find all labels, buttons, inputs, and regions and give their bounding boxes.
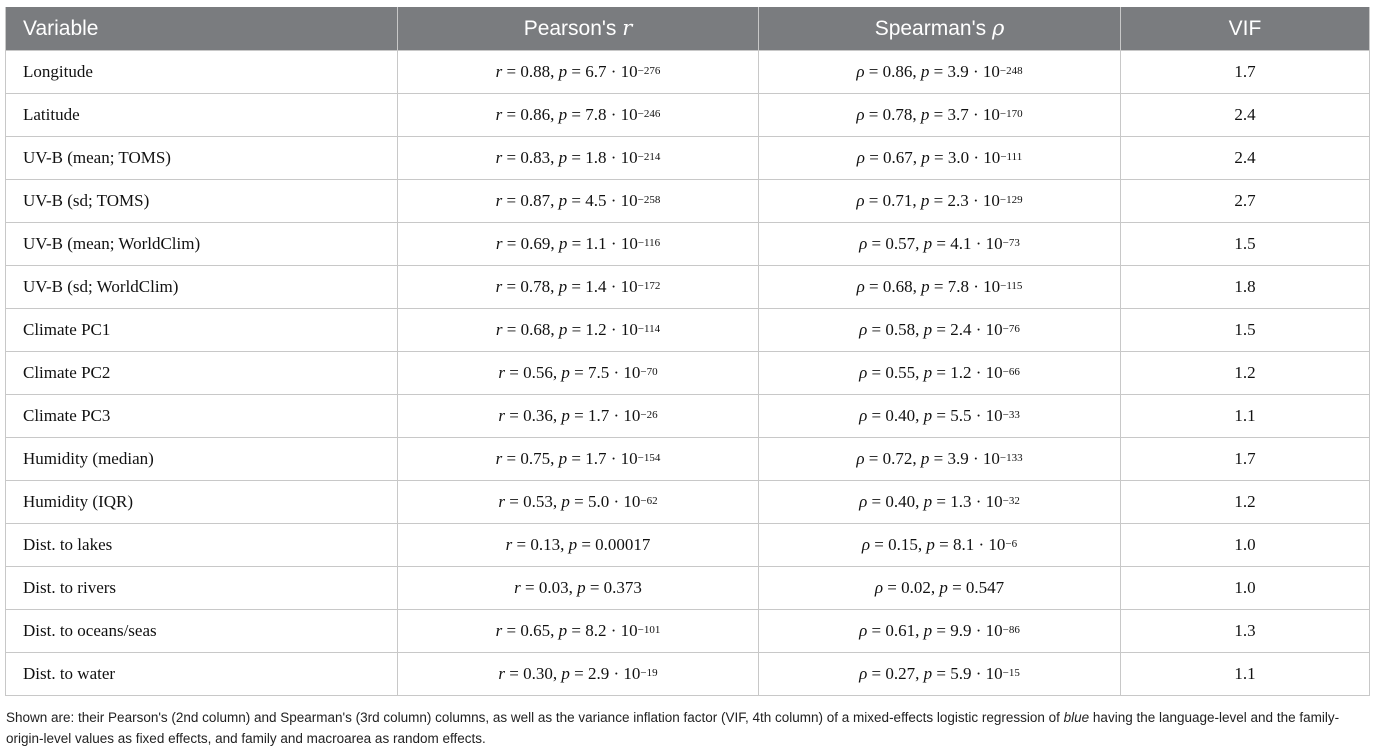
spearman-symbol: ρ bbox=[859, 492, 868, 511]
spearman-p-value: 2.4 bbox=[950, 320, 972, 339]
pearson-symbol: r bbox=[495, 62, 503, 81]
variable-cell: Climate PC3 bbox=[6, 395, 398, 438]
spearman-cell: ρ = 0.02, p = 0.547 bbox=[759, 567, 1121, 610]
spearman-cell: ρ = 0.58, $p = 2.4 \cdot 10^{-76}$ bbox=[759, 309, 1121, 352]
table-row bbox=[6, 481, 1370, 524]
table-row bbox=[6, 653, 1370, 696]
pearson-p-exponent: −172 bbox=[637, 280, 661, 292]
pearson-cell: r = 0.69, $p = 1.1 \cdot 10^{-116}$ bbox=[398, 223, 759, 266]
vif-cell: 1.1 bbox=[1121, 395, 1370, 438]
p-symbol: p bbox=[561, 406, 570, 425]
variable-cell: Climate PC1 bbox=[6, 309, 398, 352]
pearson-p-value: 4.5 bbox=[585, 191, 607, 210]
p-symbol: p bbox=[923, 621, 933, 640]
pearson-coef: 0.56 bbox=[523, 363, 553, 382]
pearson-coef: 0.75 bbox=[520, 449, 551, 468]
pearson-symbol: r bbox=[495, 105, 503, 124]
pearson-coef: 0.86 bbox=[520, 105, 551, 124]
pearson-p-exponent: −19 bbox=[640, 667, 658, 679]
table-row bbox=[6, 51, 1370, 94]
pearson-p-exponent: −214 bbox=[637, 151, 661, 163]
header-spearman-symbol: ρ bbox=[991, 16, 1005, 40]
variable-cell: UV-B (mean; TOMS) bbox=[6, 137, 398, 180]
spearman-coef: 0.68 bbox=[882, 277, 913, 296]
pearson-cell: r = 0.03, p = 0.373 bbox=[398, 567, 759, 610]
pearson-symbol: r bbox=[498, 363, 506, 382]
table-row bbox=[6, 180, 1370, 223]
spearman-symbol: ρ bbox=[856, 449, 865, 468]
pearson-symbol: r bbox=[498, 492, 506, 511]
table-row bbox=[6, 309, 1370, 352]
table-row bbox=[6, 137, 1370, 180]
spearman-p-exponent: −86 bbox=[1002, 624, 1020, 636]
variable-cell: Dist. to rivers bbox=[6, 567, 398, 610]
table-caption bbox=[6, 707, 1368, 749]
variable-cell: UV-B (sd; TOMS) bbox=[6, 180, 398, 223]
vif-cell: 1.0 bbox=[1121, 567, 1370, 610]
pearson-coef: 0.69 bbox=[520, 234, 551, 253]
spearman-p-value: 1.3 bbox=[950, 492, 972, 511]
pearson-coef: 0.13 bbox=[530, 535, 561, 554]
spearman-cell: ρ = 0.71, $p = 2.3 \cdot 10^{-129}$ bbox=[759, 180, 1121, 223]
spearman-p-value: 3.9 bbox=[947, 449, 969, 468]
spearman-p-value: 5.9 bbox=[950, 664, 972, 683]
pearson-p-value: 5.0 bbox=[587, 492, 610, 511]
pearson-cell: r = 0.30, $p = 2.9 \cdot 10^{-19}$ bbox=[398, 653, 759, 696]
pearson-symbol: r bbox=[514, 578, 521, 597]
p-symbol: p bbox=[558, 320, 568, 339]
spearman-coef: 0.61 bbox=[885, 621, 916, 640]
table-row bbox=[6, 567, 1370, 610]
spearman-coef: 0.02 bbox=[901, 578, 931, 597]
spearman-p-exponent: −115 bbox=[1000, 280, 1023, 292]
table-row bbox=[6, 352, 1370, 395]
pearson-cell: r = 0.87, $p = 4.5 \cdot 10^{-258}$ bbox=[398, 180, 759, 223]
spearman-p-exponent: −248 bbox=[999, 65, 1023, 77]
pearson-cell: r = 0.56, $p = 7.5 \cdot 10^{-70}$ bbox=[398, 352, 759, 395]
p-symbol: p bbox=[558, 449, 568, 468]
pearson-p-value: 1.8 bbox=[585, 148, 607, 167]
header-spearman-prefix: Spearman's bbox=[874, 17, 987, 40]
pearson-p-exponent: −114 bbox=[637, 323, 661, 335]
pearson-p-exponent: −62 bbox=[640, 495, 658, 507]
p-symbol: p bbox=[558, 148, 568, 167]
pearson-cell: r = 0.68, $p = 1.2 \cdot 10^{-114}$ bbox=[398, 309, 759, 352]
pearson-cell: r = 0.86, $p = 7.8 \cdot 10^{-246}$ bbox=[398, 94, 759, 137]
correlation-table-container bbox=[5, 7, 1369, 696]
pearson-p-exponent: −101 bbox=[637, 624, 661, 636]
caption-part1: Shown are: their Pearson's (2nd column) and Spearman's (3rd column) columns, as well as the variance inflation factor (VIF, 4th column) of a mixed-effects logistic regression of bbox=[6, 710, 1064, 725]
spearman-coef: 0.27 bbox=[885, 664, 916, 683]
spearman-p-value: 9.9 bbox=[950, 621, 972, 640]
table-row bbox=[6, 266, 1370, 309]
pearson-symbol: r bbox=[498, 406, 506, 425]
spearman-p-exponent: −133 bbox=[999, 452, 1023, 464]
p-symbol: p bbox=[920, 105, 930, 124]
spearman-p-value: 3.7 bbox=[947, 105, 969, 124]
pearson-coef: 0.03 bbox=[538, 578, 569, 597]
pearson-symbol: r bbox=[495, 148, 503, 167]
pearson-p-value: 0.373 bbox=[603, 578, 642, 597]
vif-cell: 1.1 bbox=[1121, 653, 1370, 696]
spearman-coef: 0.71 bbox=[882, 191, 913, 210]
spearman-p-exponent: −32 bbox=[1002, 495, 1020, 507]
variable-cell: Latitude bbox=[6, 94, 398, 137]
spearman-symbol: ρ bbox=[861, 535, 871, 554]
spearman-coef: 0.86 bbox=[882, 62, 913, 81]
pearson-cell: r = 0.88, $p = 6.7 \cdot 10^{-276}$ bbox=[398, 51, 759, 94]
spearman-cell: ρ = 0.61, $p = 9.9 \cdot 10^{-86}$ bbox=[759, 610, 1121, 653]
pearson-p-value: 7.5 bbox=[587, 363, 610, 382]
spearman-p-value: 5.5 bbox=[950, 406, 972, 425]
spearman-symbol: ρ bbox=[856, 191, 865, 210]
pearson-p-value: 7.8 bbox=[585, 105, 607, 124]
pearson-p-exponent: −154 bbox=[637, 452, 661, 464]
vif-cell: 1.3 bbox=[1121, 610, 1370, 653]
pearson-cell: r = 0.78, $p = 1.4 \cdot 10^{-172}$ bbox=[398, 266, 759, 309]
spearman-symbol: ρ bbox=[859, 363, 868, 382]
pearson-p-value: 1.7 bbox=[585, 449, 607, 468]
pearson-p-exponent: −116 bbox=[637, 237, 661, 249]
p-symbol: p bbox=[577, 578, 586, 597]
spearman-p-exponent: −170 bbox=[999, 108, 1023, 120]
table-header bbox=[6, 7, 1370, 51]
pearson-coef: 0.36 bbox=[523, 406, 553, 425]
variable-cell: Humidity (median) bbox=[6, 438, 398, 481]
p-symbol: p bbox=[939, 578, 948, 597]
pearson-cell: r = 0.75, $p = 1.7 \cdot 10^{-154}$ bbox=[398, 438, 759, 481]
pearson-symbol: r bbox=[495, 449, 503, 468]
spearman-symbol: ρ bbox=[856, 105, 865, 124]
pearson-symbol: r bbox=[498, 664, 506, 683]
p-symbol: p bbox=[923, 320, 933, 339]
caption-part2: having the language-level and the family-origin-level values as fixed effects, and family and macroarea as random effects. bbox=[6, 710, 1340, 746]
variable-cell: Dist. to oceans/seas bbox=[6, 610, 398, 653]
spearman-p-exponent: −15 bbox=[1002, 667, 1020, 679]
spearman-p-exponent: −129 bbox=[999, 194, 1023, 206]
p-symbol: p bbox=[568, 535, 578, 554]
spearman-symbol: ρ bbox=[859, 664, 868, 683]
spearman-cell: ρ = 0.68, $p = 7.8 \cdot 10^{-115}$ bbox=[759, 266, 1121, 309]
vif-cell: 2.4 bbox=[1121, 137, 1370, 180]
pearson-coef: 0.30 bbox=[523, 664, 553, 683]
p-symbol: p bbox=[923, 492, 933, 511]
p-symbol: p bbox=[920, 62, 930, 81]
spearman-p-value: 1.2 bbox=[950, 363, 972, 382]
pearson-p-value: 2.9 bbox=[587, 664, 610, 683]
spearman-p-value: 3.0 bbox=[947, 148, 970, 167]
p-symbol: p bbox=[921, 148, 930, 167]
pearson-p-value: 1.7 bbox=[587, 406, 610, 425]
spearman-p-exponent: −6 bbox=[1005, 538, 1018, 550]
p-symbol: p bbox=[561, 664, 570, 683]
spearman-symbol: ρ bbox=[856, 148, 865, 167]
header-pearson-prefix: Pearson's bbox=[523, 17, 617, 40]
p-symbol: p bbox=[558, 191, 568, 210]
p-symbol: p bbox=[920, 191, 930, 210]
p-symbol: p bbox=[920, 449, 930, 468]
spearman-coef: 0.55 bbox=[885, 363, 916, 382]
spearman-cell: ρ = 0.40, $p = 5.5 \cdot 10^{-33}$ bbox=[759, 395, 1121, 438]
pearson-cell: r = 0.36, $p = 1.7 \cdot 10^{-26}$ bbox=[398, 395, 759, 438]
p-symbol: p bbox=[923, 234, 933, 253]
pearson-cell: r = 0.83, $p = 1.8 \cdot 10^{-214}$ bbox=[398, 137, 759, 180]
p-symbol: p bbox=[923, 664, 933, 683]
p-symbol: p bbox=[558, 105, 568, 124]
caption-emphasis: blue bbox=[1063, 710, 1090, 725]
spearman-cell: ρ = 0.86, $p = 3.9 \cdot 10^{-248}$ bbox=[759, 51, 1121, 94]
table-row bbox=[6, 610, 1370, 653]
vif-cell: 1.5 bbox=[1121, 223, 1370, 266]
vif-cell: 1.2 bbox=[1121, 481, 1370, 524]
spearman-symbol: ρ bbox=[856, 277, 865, 296]
pearson-symbol: r bbox=[495, 234, 503, 253]
spearman-coef: 0.40 bbox=[885, 492, 916, 511]
spearman-cell: ρ = 0.78, $p = 3.7 \cdot 10^{-170}$ bbox=[759, 94, 1121, 137]
header-pearson bbox=[398, 7, 759, 51]
vif-cell: 1.0 bbox=[1121, 524, 1370, 567]
p-symbol: p bbox=[558, 277, 568, 296]
spearman-cell: ρ = 0.15, $p = 8.1 \cdot 10^{-6}$ bbox=[759, 524, 1121, 567]
spearman-cell: ρ = 0.40, $p = 1.3 \cdot 10^{-32}$ bbox=[759, 481, 1121, 524]
variable-cell: Longitude bbox=[6, 51, 398, 94]
spearman-symbol: ρ bbox=[856, 62, 865, 81]
vif-cell: 1.7 bbox=[1121, 51, 1370, 94]
pearson-cell: r = 0.53, $p = 5.0 \cdot 10^{-62}$ bbox=[398, 481, 759, 524]
spearman-cell: ρ = 0.57, $p = 4.1 \cdot 10^{-73}$ bbox=[759, 223, 1121, 266]
pearson-cell: r = 0.13, p = 0.00017 bbox=[398, 524, 759, 567]
correlation-table bbox=[5, 7, 1370, 696]
spearman-p-value: 7.8 bbox=[947, 277, 969, 296]
pearson-p-value: 1.4 bbox=[585, 277, 607, 296]
vif-cell: 1.2 bbox=[1121, 352, 1370, 395]
pearson-p-value: 0.00017 bbox=[595, 535, 651, 554]
variable-cell: UV-B (sd; WorldClim) bbox=[6, 266, 398, 309]
spearman-coef: 0.15 bbox=[888, 535, 918, 554]
pearson-p-exponent: −246 bbox=[637, 108, 661, 120]
pearson-coef: 0.83 bbox=[520, 148, 551, 167]
header-spearman bbox=[759, 7, 1121, 51]
vif-cell: 2.4 bbox=[1121, 94, 1370, 137]
spearman-symbol: ρ bbox=[859, 234, 868, 253]
pearson-symbol: r bbox=[495, 621, 503, 640]
pearson-p-value: 8.2 bbox=[585, 621, 607, 640]
variable-cell: Humidity (IQR) bbox=[6, 481, 398, 524]
pearson-coef: 0.87 bbox=[520, 191, 551, 210]
spearman-coef: 0.72 bbox=[882, 449, 913, 468]
spearman-coef: 0.78 bbox=[882, 105, 913, 124]
pearson-coef: 0.78 bbox=[520, 277, 551, 296]
spearman-symbol: ρ bbox=[859, 406, 868, 425]
spearman-p-exponent: −33 bbox=[1002, 409, 1020, 421]
header-vif: VIF bbox=[1121, 7, 1370, 51]
p-symbol: p bbox=[923, 406, 933, 425]
table-row bbox=[6, 438, 1370, 481]
pearson-symbol: r bbox=[495, 191, 503, 210]
spearman-symbol: ρ bbox=[874, 578, 883, 597]
spearman-coef: 0.67 bbox=[883, 148, 913, 167]
spearman-coef: 0.58 bbox=[885, 320, 916, 339]
spearman-symbol: ρ bbox=[859, 320, 868, 339]
spearman-p-exponent: −73 bbox=[1002, 237, 1020, 249]
spearman-p-exponent: −66 bbox=[1002, 366, 1020, 378]
pearson-coef: 0.68 bbox=[520, 320, 551, 339]
variable-cell: Climate PC2 bbox=[6, 352, 398, 395]
header-row bbox=[6, 7, 1370, 51]
spearman-coef: 0.40 bbox=[885, 406, 916, 425]
pearson-coef: 0.88 bbox=[520, 62, 551, 81]
p-symbol: p bbox=[558, 62, 568, 81]
p-symbol: p bbox=[558, 621, 568, 640]
table-row bbox=[6, 94, 1370, 137]
p-symbol: p bbox=[926, 535, 935, 554]
p-symbol: p bbox=[561, 492, 570, 511]
table-row bbox=[6, 395, 1370, 438]
spearman-cell: ρ = 0.27, $p = 5.9 \cdot 10^{-15}$ bbox=[759, 653, 1121, 696]
pearson-coef: 0.53 bbox=[523, 492, 553, 511]
header-pearson-symbol: r bbox=[622, 16, 633, 40]
vif-cell: 1.7 bbox=[1121, 438, 1370, 481]
header-variable: Variable bbox=[6, 7, 398, 51]
vif-cell: 1.5 bbox=[1121, 309, 1370, 352]
p-symbol: p bbox=[923, 363, 933, 382]
p-symbol: p bbox=[558, 234, 568, 253]
spearman-p-exponent: −76 bbox=[1002, 323, 1020, 335]
spearman-cell: ρ = 0.72, $p = 3.9 \cdot 10^{-133}$ bbox=[759, 438, 1121, 481]
spearman-p-value: 4.1 bbox=[950, 234, 972, 253]
pearson-symbol: r bbox=[495, 320, 503, 339]
table-body bbox=[6, 51, 1370, 696]
spearman-p-value: 3.9 bbox=[947, 62, 969, 81]
variable-cell: UV-B (mean; WorldClim) bbox=[6, 223, 398, 266]
table-row bbox=[6, 524, 1370, 567]
vif-cell: 2.7 bbox=[1121, 180, 1370, 223]
variable-cell: Dist. to lakes bbox=[6, 524, 398, 567]
pearson-symbol: r bbox=[495, 277, 503, 296]
spearman-p-value: 8.1 bbox=[952, 535, 975, 554]
table-row bbox=[6, 223, 1370, 266]
spearman-coef: 0.57 bbox=[885, 234, 916, 253]
pearson-p-value: 1.2 bbox=[585, 320, 607, 339]
spearman-p-exponent: −111 bbox=[1000, 151, 1023, 163]
spearman-cell: ρ = 0.55, $p = 1.2 \cdot 10^{-66}$ bbox=[759, 352, 1121, 395]
pearson-p-exponent: −70 bbox=[640, 366, 658, 378]
pearson-coef: 0.65 bbox=[520, 621, 551, 640]
spearman-symbol: ρ bbox=[859, 621, 868, 640]
pearson-p-exponent: −26 bbox=[640, 409, 658, 421]
pearson-p-exponent: −258 bbox=[637, 194, 661, 206]
p-symbol: p bbox=[921, 277, 930, 296]
pearson-p-value: 1.1 bbox=[585, 234, 607, 253]
pearson-cell: r = 0.65, $p = 8.2 \cdot 10^{-101}$ bbox=[398, 610, 759, 653]
pearson-symbol: r bbox=[505, 535, 513, 554]
vif-cell: 1.8 bbox=[1121, 266, 1370, 309]
p-symbol: p bbox=[561, 363, 570, 382]
spearman-p-value: 0.547 bbox=[965, 578, 1005, 597]
spearman-p-value: 2.3 bbox=[947, 191, 969, 210]
pearson-p-value: 6.7 bbox=[585, 62, 607, 81]
pearson-p-exponent: −276 bbox=[637, 65, 661, 77]
spearman-cell: ρ = 0.67, $p = 3.0 \cdot 10^{-111}$ bbox=[759, 137, 1121, 180]
variable-cell: Dist. to water bbox=[6, 653, 398, 696]
